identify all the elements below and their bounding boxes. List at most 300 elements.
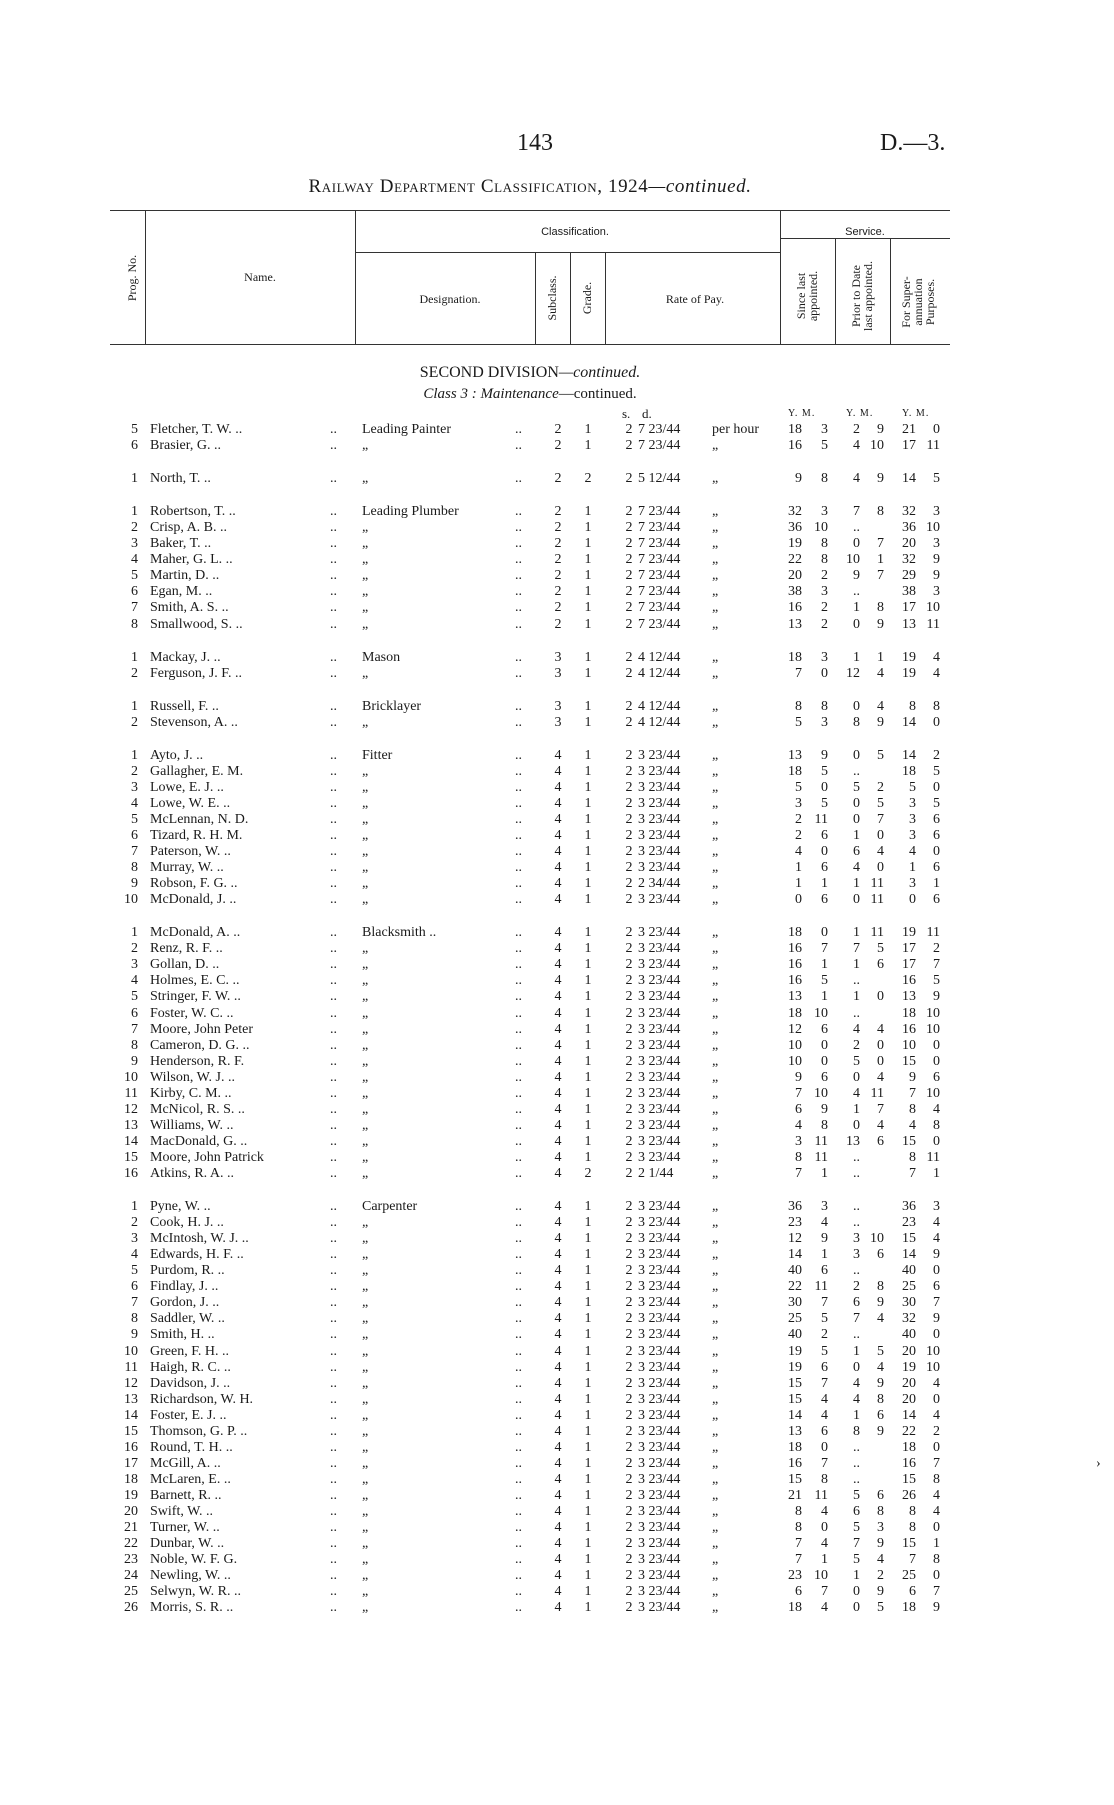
cell-prior-years: 5 — [853, 1487, 860, 1503]
cell-prior-years: 3 — [853, 1247, 860, 1263]
cell-super-months: 7 — [933, 1584, 940, 1600]
cell-grade: 1 — [584, 536, 592, 552]
cell-prior-months: 0 — [877, 1037, 884, 1053]
cell-since-years: 8 — [795, 698, 802, 714]
division-heading — [0, 364, 1060, 382]
cell-rate-period: „ — [712, 1455, 719, 1471]
table-row — [0, 617, 1114, 633]
cell-name-leader: .. — [330, 1359, 337, 1375]
cell-prog-no: 3 — [131, 779, 138, 795]
cell-rate-period: „ — [712, 714, 719, 730]
cell-name: Gallagher, E. M. — [150, 763, 244, 779]
cell-name-leader: .. — [330, 1536, 337, 1552]
cell-name: Paterson, W. .. — [150, 844, 231, 860]
cell-name-leader: .. — [330, 1327, 337, 1343]
table-row — [0, 1456, 1114, 1472]
table-row — [0, 471, 1114, 487]
cell-since-months: 2 — [821, 600, 828, 616]
cell-rate-pence: 3 23/44 — [638, 1247, 681, 1263]
cell-prior-years: 6 — [853, 844, 860, 860]
cell-since-years: 14 — [788, 1407, 802, 1423]
cell-grade: 1 — [584, 1263, 592, 1279]
cell-super-months: 11 — [926, 925, 940, 941]
cell-prog-no: 16 — [124, 1166, 138, 1181]
cell-subclass: 4 — [554, 763, 562, 779]
cell-prog-no: 1 — [131, 471, 138, 487]
cell-name: North, T. .. — [150, 471, 211, 487]
cell-since-months: 0 — [821, 1053, 828, 1069]
cell-rate-pence: 3 23/44 — [638, 860, 681, 876]
cell-prog-no: 15 — [124, 1423, 138, 1439]
table-row — [0, 1311, 1114, 1327]
table-row — [0, 600, 1114, 616]
cell-super-years: 4 — [909, 844, 916, 860]
cell-super-years: 8 — [909, 698, 916, 714]
cell-designation-leader: .. — [515, 1311, 522, 1327]
cell-rate-period: „ — [712, 520, 719, 536]
cell-subclass: 4 — [554, 779, 562, 795]
cell-rate-shillings: 2 — [625, 665, 633, 681]
cell-name: McDonald, A. .. — [150, 925, 241, 941]
cell-name: Purdom, R. .. — [150, 1263, 225, 1279]
cell-super-months: 11 — [926, 1149, 940, 1165]
cell-rate-pence: 7 23/44 — [638, 616, 681, 632]
cell-since-years: 32 — [788, 504, 802, 520]
cell-grade: 1 — [584, 779, 592, 795]
cell-subclass: 3 — [554, 649, 562, 665]
cell-rate-shillings: 2 — [625, 1311, 633, 1327]
cell-grade: 1 — [584, 568, 592, 584]
cell-rate-shillings: 2 — [625, 957, 633, 973]
classification-rule — [355, 252, 780, 253]
cell-designation: „ — [362, 520, 369, 536]
cell-designation-leader: .. — [515, 600, 522, 616]
cell-rate-pence: 3 23/44 — [638, 1552, 681, 1568]
cell-designation: „ — [362, 1247, 369, 1263]
cell-designation: „ — [362, 876, 369, 892]
cell-prior-years: 1 — [853, 649, 860, 665]
cell-grade: 1 — [584, 860, 592, 876]
cell-since-years: 8 — [795, 1504, 802, 1519]
cell-prior-years: 6 — [853, 1295, 860, 1311]
cell-prior-years: 1 — [853, 925, 860, 941]
table-row — [0, 584, 1114, 600]
cell-name-leader: .. — [330, 1584, 337, 1600]
divider-rate — [780, 210, 781, 344]
cell-prior-years: 4 — [853, 471, 860, 487]
cell-prog-no: 11 — [124, 1085, 138, 1101]
table-row — [0, 973, 1114, 989]
cell-name: Lowe, W. E. .. — [150, 795, 231, 811]
cell-grade: 1 — [584, 1279, 592, 1295]
cell-rate-shillings: 2 — [625, 1423, 633, 1439]
cell-rate-period: „ — [712, 925, 719, 941]
cell-rate-pence: 3 23/44 — [638, 941, 681, 957]
cell-since-years: 9 — [795, 471, 802, 487]
cell-prog-no: 18 — [124, 1471, 138, 1487]
cell-rate-pence: 7 23/44 — [638, 568, 681, 584]
cell-prior-months: 5 — [877, 941, 884, 957]
cell-prior-years: .. — [853, 1199, 860, 1215]
cell-super-months: 10 — [926, 1359, 940, 1375]
cell-rate-pence: 4 12/44 — [638, 665, 681, 681]
cell-super-months: 10 — [926, 1021, 940, 1037]
cell-name: Round, T. H. .. — [150, 1439, 233, 1455]
cell-rate-period: „ — [712, 568, 719, 584]
cell-name: Noble, W. F. G. — [150, 1552, 238, 1568]
cell-rate-pence: 3 23/44 — [638, 1487, 681, 1503]
cell-prior-months: 9 — [877, 1584, 884, 1600]
cell-rate-pence: 4 12/44 — [638, 649, 681, 665]
cell-subclass: 4 — [554, 876, 562, 892]
cell-super-years: 18 — [902, 1005, 916, 1021]
cell-designation-leader: .. — [515, 844, 522, 860]
cell-since-years: 22 — [788, 552, 802, 568]
divider-prog — [145, 210, 146, 344]
cell-super-months: 6 — [933, 1279, 940, 1295]
table-row — [0, 748, 1114, 764]
cell-name-leader: .. — [330, 714, 337, 730]
cell-prior-years: .. — [853, 584, 860, 600]
cell-prog-no: 13 — [124, 1391, 138, 1407]
cell-designation: „ — [362, 1327, 369, 1343]
cell-rate-period: „ — [712, 747, 719, 763]
cell-rate-period: „ — [712, 616, 719, 632]
cell-super-years: 7 — [909, 1552, 916, 1568]
cell-designation-leader: .. — [515, 698, 522, 714]
cell-prior-months: 10 — [870, 1231, 884, 1247]
cell-super-years: 14 — [902, 714, 916, 730]
cell-designation: Mason — [362, 649, 401, 665]
table-row — [0, 1247, 1114, 1263]
cell-name: Gordon, J. .. — [150, 1295, 220, 1311]
cell-designation-leader: .. — [515, 1005, 522, 1021]
cell-rate-period: per hour — [712, 422, 760, 437]
cell-prior-years: .. — [853, 1263, 860, 1279]
cell-name-leader: .. — [330, 1069, 337, 1085]
cell-designation-leader: .. — [515, 649, 522, 665]
cell-since-years: 19 — [788, 1343, 802, 1359]
cell-rate-period: „ — [712, 438, 719, 454]
cell-grade: 1 — [584, 941, 592, 957]
cell-rate-pence: 7 23/44 — [638, 584, 681, 600]
cell-super-months: 6 — [933, 892, 940, 908]
cell-rate-period: „ — [712, 1423, 719, 1439]
cell-name-leader: .. — [330, 504, 337, 520]
cell-rate-shillings: 2 — [625, 941, 633, 957]
cell-super-months: 0 — [933, 1263, 940, 1279]
cell-rate-period: „ — [712, 1215, 719, 1231]
cell-rate-shillings: 2 — [625, 714, 633, 730]
cell-super-months: 0 — [933, 1133, 940, 1149]
cell-designation-leader: .. — [515, 1359, 522, 1375]
cell-designation-leader: .. — [515, 1215, 522, 1231]
cell-since-months: 0 — [821, 925, 828, 941]
cell-rate-pence: 3 23/44 — [638, 1279, 681, 1295]
cell-super-months: 6 — [933, 828, 940, 843]
cell-subclass: 4 — [554, 989, 562, 1005]
cell-name-leader: .. — [330, 1085, 337, 1101]
cell-super-years: 30 — [902, 1295, 916, 1311]
table-row — [0, 1424, 1114, 1440]
cell-super-years: 36 — [902, 1199, 916, 1215]
cell-designation-leader: .. — [515, 763, 522, 779]
cell-rate-period: „ — [712, 844, 719, 860]
cell-designation: „ — [362, 1487, 369, 1503]
cell-name-leader: .. — [330, 1117, 337, 1133]
cell-rate-period: „ — [712, 1085, 719, 1101]
table-row — [0, 1584, 1114, 1600]
cell-rate-pence: 3 23/44 — [638, 1215, 681, 1231]
cell-super-years: 18 — [902, 1439, 916, 1455]
cell-subclass: 4 — [554, 1568, 562, 1584]
cell-since-months: 7 — [821, 1375, 828, 1391]
division-name: SECOND DIVISION — [419, 364, 559, 381]
cell-since-years: 1 — [795, 860, 802, 876]
cell-rate-shillings: 2 — [625, 811, 633, 827]
table-row — [0, 1086, 1114, 1102]
cell-designation: „ — [362, 957, 369, 973]
cell-super-months: 11 — [926, 616, 940, 632]
cell-prog-no: 1 — [131, 925, 138, 941]
cell-name-leader: .. — [330, 957, 337, 973]
cell-name: McGill, A. .. — [150, 1455, 221, 1471]
cell-prog-no: 2 — [131, 941, 138, 957]
cell-rate-pence: 3 23/44 — [638, 1037, 681, 1053]
cell-since-months: 5 — [821, 1311, 828, 1327]
cell-prog-no: 23 — [124, 1552, 138, 1568]
table-row — [0, 1215, 1114, 1231]
cell-since-years: 5 — [795, 779, 802, 795]
cell-designation: Carpenter — [362, 1199, 418, 1215]
cell-rate-period: „ — [712, 876, 719, 892]
table-row — [0, 1488, 1114, 1504]
cell-name: Holmes, E. C. .. — [150, 973, 240, 989]
cell-since-years: 16 — [788, 600, 802, 616]
cell-subclass: 4 — [554, 1600, 562, 1616]
cell-since-months: 6 — [821, 828, 828, 843]
table-row — [0, 699, 1114, 715]
cell-prog-no: 4 — [131, 973, 138, 989]
cell-prog-no: 7 — [131, 1295, 138, 1311]
cell-name-leader: .. — [330, 1231, 337, 1247]
cell-since-months: 5 — [821, 1343, 828, 1359]
cell-rate-shillings: 2 — [625, 536, 633, 552]
cell-since-years: 7 — [795, 1166, 802, 1181]
cell-since-months: 6 — [821, 860, 828, 876]
cell-prior-months: 8 — [877, 504, 884, 520]
cell-subclass: 4 — [554, 1085, 562, 1101]
cell-prior-months: 6 — [877, 1407, 884, 1423]
cell-designation: „ — [362, 1343, 369, 1359]
cell-name: Green, F. H. .. — [150, 1343, 229, 1359]
cell-since-years: 18 — [788, 1439, 802, 1455]
cell-prior-months: 5 — [877, 795, 884, 811]
cell-super-months: 1 — [933, 876, 940, 892]
cell-subclass: 2 — [554, 471, 562, 487]
cell-rate-shillings: 2 — [625, 584, 633, 600]
cell-designation-leader: .. — [515, 1455, 522, 1471]
cell-subclass: 2 — [554, 552, 562, 568]
cell-rate-period: „ — [712, 1021, 719, 1037]
cell-name: Selwyn, W. R. .. — [150, 1584, 242, 1600]
table-row — [0, 1408, 1114, 1424]
page-number: 143 — [517, 130, 553, 156]
cell-prog-no: 2 — [131, 520, 138, 536]
cell-rate-shillings: 2 — [625, 422, 633, 437]
cell-rate-shillings: 2 — [625, 616, 633, 632]
cell-name: Tizard, R. H. M. — [150, 828, 243, 843]
cell-grade: 1 — [584, 1133, 592, 1149]
cell-designation-leader: .. — [515, 1279, 522, 1295]
cell-designation-leader: .. — [515, 1295, 522, 1311]
cell-super-years: 4 — [909, 1117, 916, 1133]
cell-super-years: 17 — [902, 941, 916, 957]
cell-grade: 1 — [584, 763, 592, 779]
cell-designation: Fitter — [362, 747, 393, 763]
cell-prog-no: 10 — [124, 892, 138, 908]
cell-rate-shillings: 2 — [625, 1199, 633, 1215]
cell-prior-years: 4 — [853, 1085, 860, 1101]
cell-rate-period: „ — [712, 600, 719, 616]
cell-designation: „ — [362, 1407, 369, 1423]
cell-name-leader: .. — [330, 989, 337, 1005]
table-row — [0, 1295, 1114, 1311]
cell-since-months: 2 — [821, 1327, 828, 1343]
cell-designation: „ — [362, 1423, 369, 1439]
cell-since-years: 16 — [788, 941, 802, 957]
cell-designation-leader: .. — [515, 552, 522, 568]
cell-rate-period: „ — [712, 1295, 719, 1311]
cell-since-years: 18 — [788, 1600, 802, 1616]
cell-rate-shillings: 2 — [625, 1215, 633, 1231]
cell-subclass: 4 — [554, 1359, 562, 1375]
cell-prior-months: 8 — [877, 1391, 884, 1407]
cell-super-years: 13 — [902, 989, 916, 1005]
cell-subclass: 4 — [554, 1487, 562, 1503]
cell-designation-leader: .. — [515, 1101, 522, 1117]
cell-name-leader: .. — [330, 1520, 337, 1536]
cell-since-months: 3 — [821, 714, 828, 730]
cell-prior-years: 5 — [853, 1552, 860, 1568]
cell-rate-pence: 3 23/44 — [638, 844, 681, 860]
cell-designation: Leading Painter — [362, 422, 452, 437]
cell-prog-no: 2 — [131, 665, 138, 681]
cell-designation: „ — [362, 552, 369, 568]
cell-name: Murray, W. .. — [150, 860, 224, 876]
cell-since-years: 4 — [795, 1117, 802, 1133]
cell-subclass: 4 — [554, 1231, 562, 1247]
cell-since-years: 1 — [795, 876, 802, 892]
cell-rate-period: „ — [712, 1375, 719, 1391]
cell-super-years: 8 — [909, 1149, 916, 1165]
cell-prog-no: 6 — [131, 1005, 138, 1021]
cell-name-leader: .. — [330, 941, 337, 957]
cell-rate-shillings: 2 — [625, 844, 633, 860]
cell-rate-period: „ — [712, 1536, 719, 1552]
cell-super-years: 0 — [909, 892, 916, 908]
cell-since-years: 4 — [795, 844, 802, 860]
cell-rate-pence: 3 23/44 — [638, 1231, 681, 1247]
cell-designation-leader: .. — [515, 973, 522, 989]
cell-subclass: 4 — [554, 1037, 562, 1053]
cell-super-months: 5 — [933, 763, 940, 779]
cell-rate-shillings: 2 — [625, 1117, 633, 1133]
cell-prog-no: 1 — [131, 698, 138, 714]
cell-prior-months: 5 — [877, 1600, 884, 1616]
cell-rate-pence: 3 23/44 — [638, 1005, 681, 1021]
cell-super-months: 9 — [933, 989, 940, 1005]
cell-designation-leader: .. — [515, 779, 522, 795]
cell-designation: „ — [362, 616, 369, 632]
cell-super-months: 0 — [933, 1037, 940, 1053]
cell-rate-shillings: 2 — [625, 1247, 633, 1263]
cell-since-months: 8 — [821, 1471, 828, 1487]
divider-since — [835, 238, 836, 344]
cell-rate-shillings: 2 — [625, 520, 633, 536]
cell-since-years: 0 — [795, 892, 802, 908]
cell-name: Saddler, W. .. — [150, 1311, 225, 1327]
cell-designation: „ — [362, 779, 369, 795]
cell-prior-years: 7 — [853, 1536, 860, 1552]
class-name: Maintenance — [480, 386, 559, 402]
cell-designation: „ — [362, 892, 369, 908]
divider-name — [355, 210, 356, 344]
cell-rate-period: „ — [712, 1166, 719, 1181]
cell-since-months: 11 — [814, 1279, 828, 1295]
cell-name: Cameron, D. G. .. — [150, 1037, 250, 1053]
cell-name-leader: .. — [330, 876, 337, 892]
cell-name-leader: .. — [330, 811, 337, 827]
cell-since-months: 8 — [821, 1117, 828, 1133]
cell-rate-shillings: 2 — [625, 828, 633, 843]
cell-designation-leader: .. — [515, 892, 522, 908]
cell-designation: „ — [362, 1455, 369, 1471]
cell-since-months: 6 — [821, 892, 828, 908]
cell-since-months: 11 — [814, 1149, 828, 1165]
cell-rate-pence: 3 23/44 — [638, 1407, 681, 1423]
cell-name: Atkins, R. A. .. — [150, 1166, 235, 1181]
cell-designation: Bricklayer — [362, 698, 422, 714]
cell-prior-years: 1 — [853, 1568, 860, 1584]
cell-prior-months: 8 — [877, 1279, 884, 1295]
cell-subclass: 4 — [554, 1407, 562, 1423]
cell-since-months: 1 — [821, 957, 828, 973]
cell-rate-period: „ — [712, 1471, 719, 1487]
cell-name-leader: .. — [330, 779, 337, 795]
cell-super-months: 4 — [933, 665, 940, 681]
cell-super-months: 10 — [926, 1343, 940, 1359]
cell-designation-leader: .. — [515, 1166, 522, 1181]
cell-since-months: 1 — [821, 989, 828, 1005]
cell-prior-years: 1 — [853, 876, 860, 892]
cell-name: McIntosh, W. J. .. — [150, 1231, 249, 1247]
cell-rate-period: „ — [712, 1117, 719, 1133]
cell-designation-leader: .. — [515, 828, 522, 843]
cell-name-leader: .. — [330, 1439, 337, 1455]
cell-name: Smith, H. .. — [150, 1327, 215, 1343]
cell-grade: 1 — [584, 1231, 592, 1247]
cell-prog-no: 5 — [131, 811, 138, 827]
cell-rate-shillings: 2 — [625, 1504, 633, 1519]
cell-name: Moore, John Peter — [150, 1021, 254, 1037]
cell-rate-pence: 3 23/44 — [638, 1311, 681, 1327]
cell-super-months: 6 — [933, 860, 940, 876]
cell-prior-years: 0 — [853, 616, 860, 632]
cell-subclass: 4 — [554, 1005, 562, 1021]
cell-since-years: 30 — [788, 1295, 802, 1311]
cell-prog-no: 1 — [131, 747, 138, 763]
